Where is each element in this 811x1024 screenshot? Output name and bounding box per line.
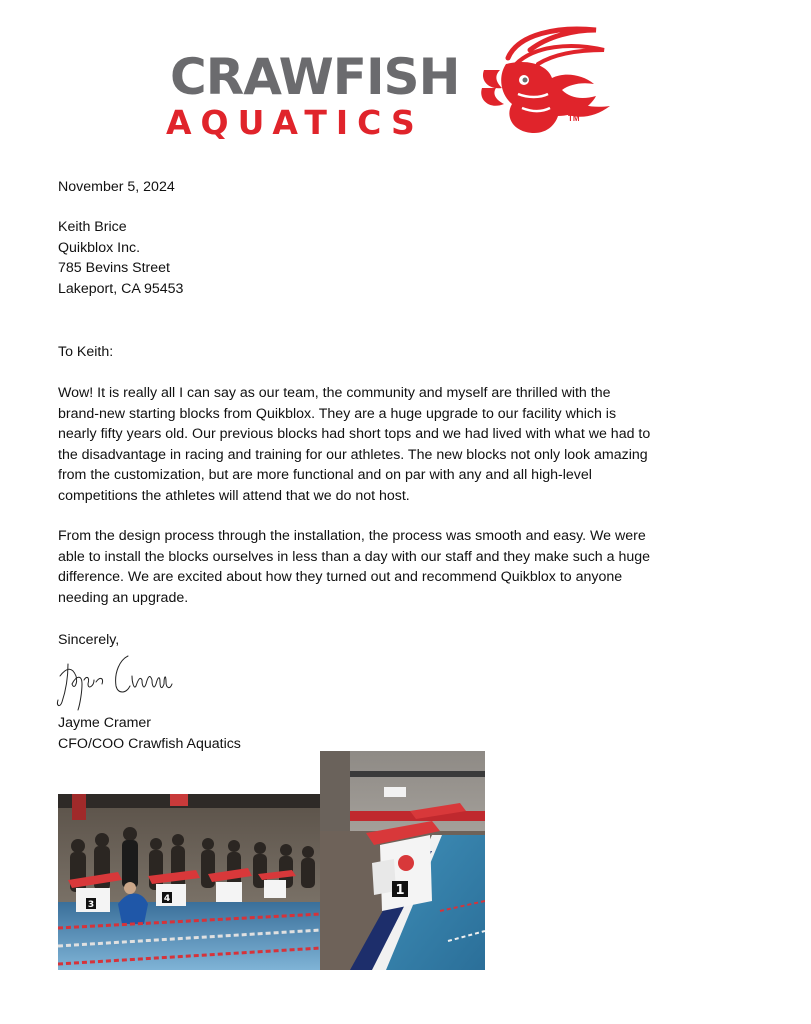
paragraph-line: needing an upgrade. xyxy=(58,589,189,606)
trademark-mark: TM xyxy=(568,114,580,123)
letter-greeting: To Keith: xyxy=(58,344,114,360)
paragraph-line: from the customization, but are more functional and on par with any and all high-level xyxy=(58,467,592,484)
logo-wordmark-aquatics: AQUATICS xyxy=(166,103,424,142)
photo-swimmers-at-blocks xyxy=(58,794,321,970)
handwritten-signature xyxy=(54,646,174,712)
letter-paragraph-2 xyxy=(58,526,650,608)
letter-paragraph-1 xyxy=(58,383,650,507)
block-number-3: 3 xyxy=(87,900,95,910)
swimmers-photo-illustration xyxy=(58,794,321,970)
paragraph-line: the disadvantage in racing and training for our athletes. The new blocks not only look amazing xyxy=(58,446,648,463)
block-number-1: 1 xyxy=(395,883,405,898)
recipient-city: Lakeport, CA 95453 xyxy=(58,280,184,297)
paragraph-line: difference. We are excited about how they turned out and recommend Quikblox to anyone xyxy=(58,569,623,586)
recipient-company: Quikblox Inc. xyxy=(58,239,141,256)
recipient-street: 785 Bevins Street xyxy=(58,260,170,277)
paragraph-line: able to install the blocks ourselves in less than a day with our staff and they make such a huge xyxy=(58,548,651,565)
letter-closing: Sincerely, xyxy=(58,632,120,648)
paragraph-line: nearly fifty years old. Our previous blocks had short tops and we had lived with what we had to xyxy=(58,426,651,443)
block-number-4: 4 xyxy=(163,894,171,904)
signer-name: Jayme Cramer xyxy=(58,715,152,731)
recipient-name: Keith Brice xyxy=(58,219,127,235)
company-logo xyxy=(160,22,620,140)
signer-block xyxy=(58,713,241,754)
paragraph-line: brand-new starting blocks from Quikblox. They are a huge upgrade to our facility which is xyxy=(58,405,617,422)
paragraph-line: From the design process through the installation, the process was smooth and easy. We were xyxy=(58,528,646,544)
logo-wordmark-crawfish: CRAWFISH xyxy=(170,48,460,106)
paragraph-line: Wow! It is really all I can say as our team, the community and myself are thrilled with the xyxy=(58,385,611,401)
starting-block-photo-illustration xyxy=(320,751,485,970)
letter-date: November 5, 2024 xyxy=(58,179,175,195)
photo-new-starting-block xyxy=(320,751,485,970)
crawfish-logo-icon xyxy=(478,24,616,138)
recipient-address xyxy=(58,217,183,299)
paragraph-line: competitions the athletes will attend that we do not host. xyxy=(58,487,410,504)
signer-title: CFO/COO Crawfish Aquatics xyxy=(58,735,241,752)
